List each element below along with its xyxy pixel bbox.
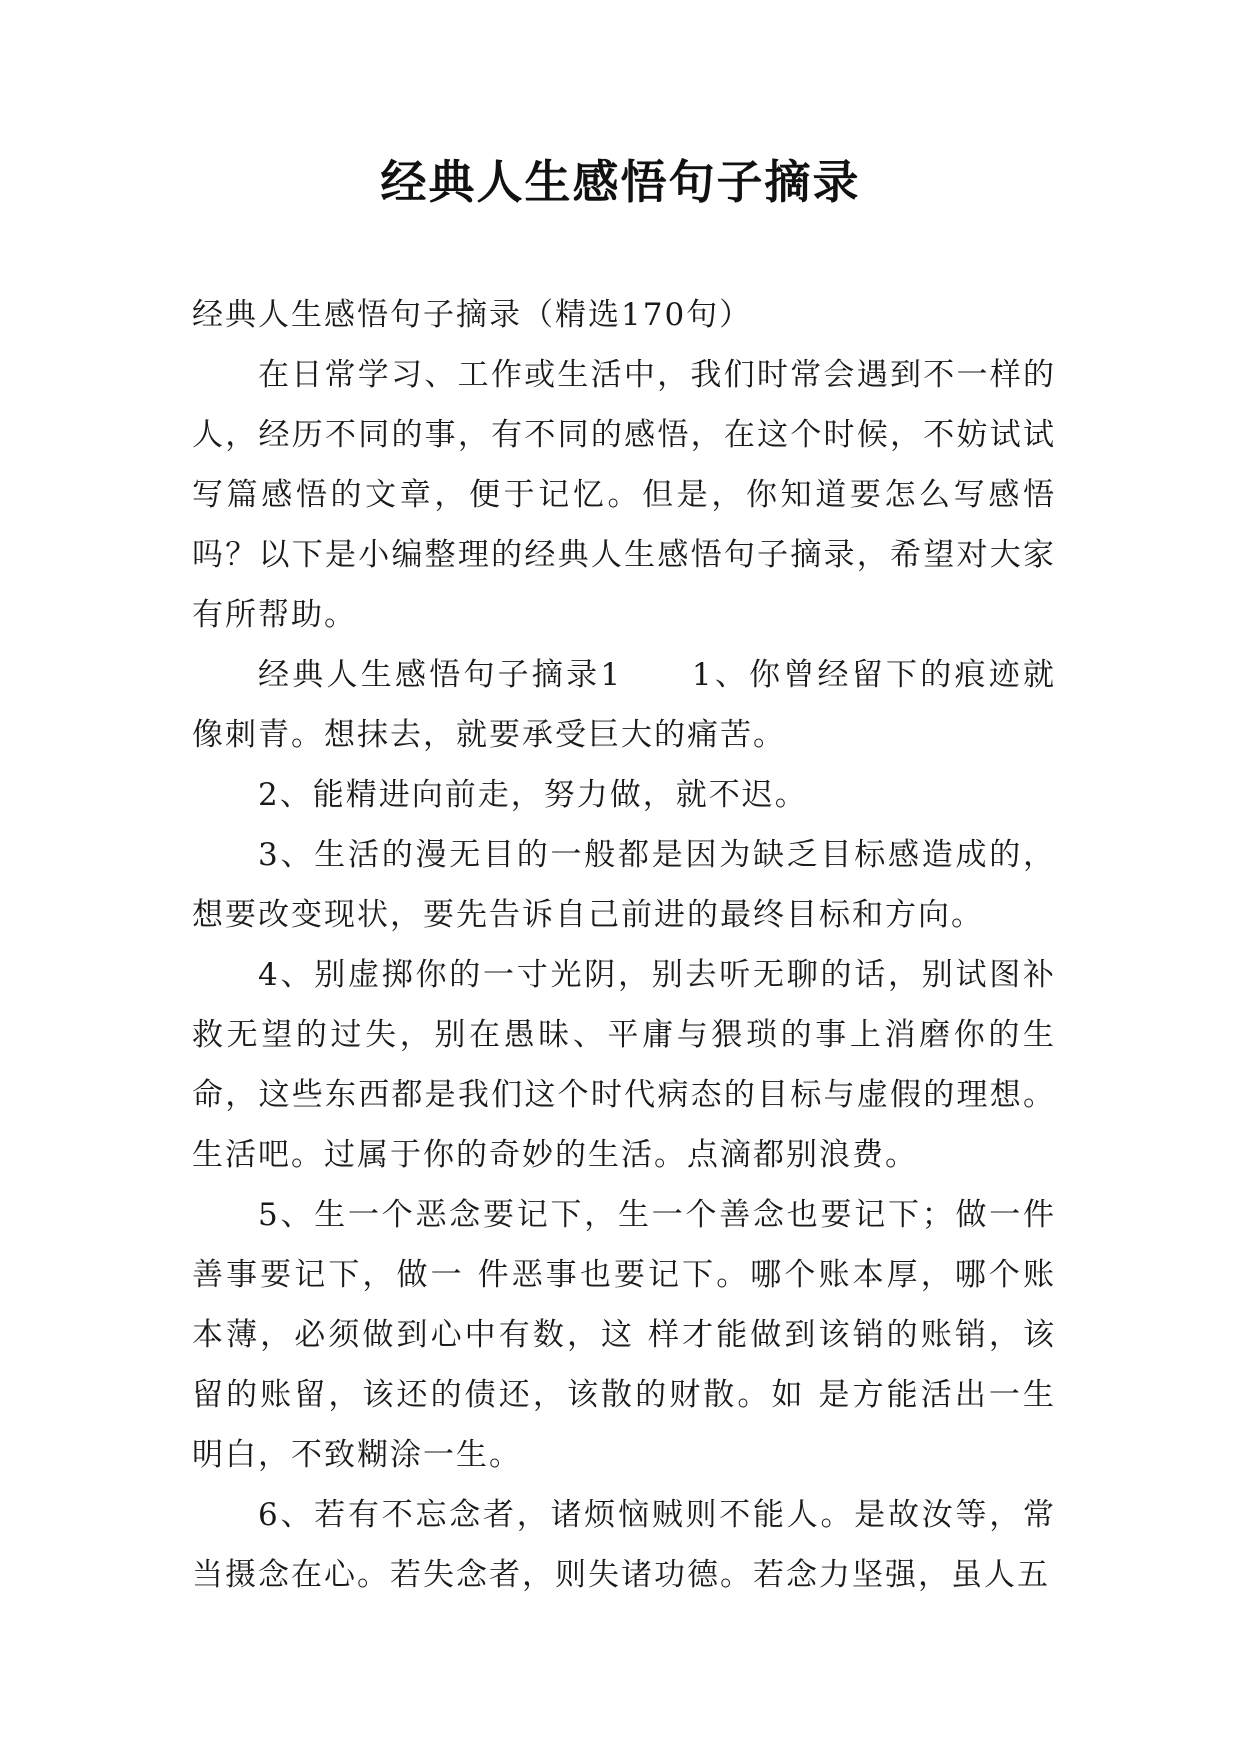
document-body <box>192 285 1056 1605</box>
quote-paragraph-2: 2、能精进向前走，努力做，就不迟。 <box>258 777 808 813</box>
quote-paragraph-5: 5、生一个恶念要记下，生一个善念也要记下；做一件善事要记下，做一 件恶事也要记下。哪个账本厚，哪个账本薄，必须做到心中有数，这 样才能做到该销的账销，该留的账留，该还的债还，该散的财散。如 是方能活出一生明白，不致糊涂一生。 <box>192 1197 1056 1473</box>
subtitle-paragraph: 经典人生感悟句子摘录（精选170句） <box>192 297 753 333</box>
quote-paragraph-3: 3、生活的漫无目的一般都是因为缺乏目标感造成的，想要改变现状，要先告诉自己前进的最终目标和方向。 <box>192 837 1056 933</box>
document-title: 经典人生感悟句子摘录 <box>380 155 861 209</box>
quote-paragraph-4: 4、别虚掷你的一寸光阴，别去听无聊的话，别试图补救无望的过失，别在愚昧、平庸与猥琐的事上消磨你的生命，这些东西都是我们这个时代病态的目标与虚假的理想。生活吧。过属于你的奇妙的生活。点滴都别浪费。 <box>192 957 1056 1173</box>
intro-paragraph: 在日常学习、工作或生活中，我们时常会遇到不一样的人，经历不同的事，有不同的感悟，在这个时候，不妨试试写篇感悟的文章，便于记忆。但是，你知道要怎么写感悟吗？以下是小编整理的经典人生感悟句子摘录，希望对大家有所帮助。 <box>192 357 1056 633</box>
quote-paragraph-6: 6、若有不忘念者，诸烦恼贼则不能人。是故汝等，常当摄念在心。若失念者，则失诸功德。若念力坚强，虽人五 <box>192 1497 1056 1593</box>
quote-paragraph-1: 经典人生感悟句子摘录1 1、你曾经留下的痕迹就像刺青。想抹去，就要承受巨大的痛苦。 <box>192 657 1056 753</box>
